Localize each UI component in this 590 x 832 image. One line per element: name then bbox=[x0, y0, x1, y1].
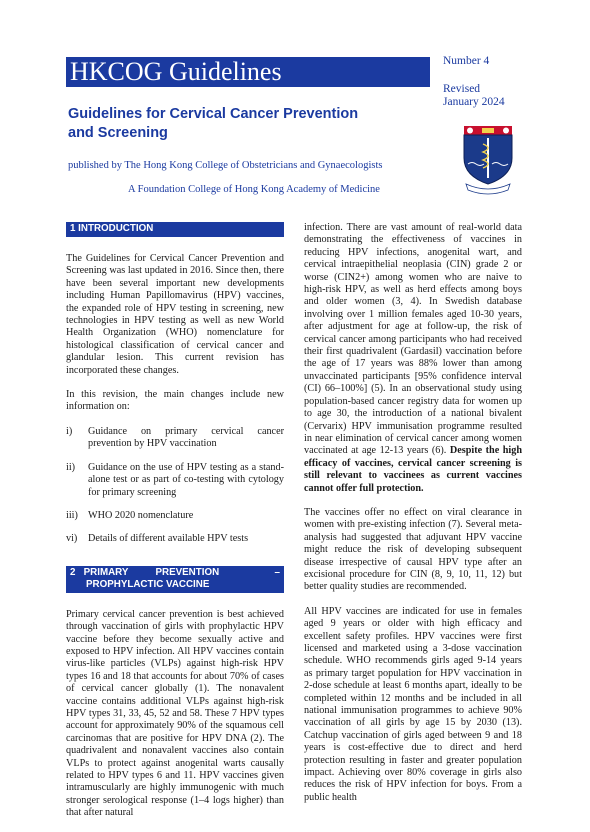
hkcog-crest-icon bbox=[458, 124, 518, 196]
list-item-number: iii) bbox=[66, 509, 78, 521]
list-item-text: WHO 2020 nomenclature bbox=[88, 509, 194, 521]
guideline-number: Number 4 bbox=[443, 55, 490, 67]
list-item-text: Guidance on the use of HPV testing as a stand-alone test or as part of co-testing with cytology for primary screening bbox=[88, 461, 284, 498]
viral-clearance-paragraph: The vaccines offer no effect on viral clearance in women with pre-existing infection (7). Several meta-analysis had suggested that adjuvant HPV vaccine might reduce the risk of developing subsequent disease irrespective of causal HPV type after an excisional procedure for CIN (8, 9, 10, 11, 12) but better quality studies are recommended. bbox=[304, 506, 522, 593]
foundation-line: A Foundation College of Hong Kong Academy of Medicine bbox=[128, 184, 380, 195]
list-item-number: i) bbox=[66, 425, 73, 437]
left-column bbox=[66, 222, 284, 832]
list-item bbox=[66, 510, 284, 522]
section-2-heading-line-1 bbox=[70, 567, 280, 579]
list-item-text: Guidance on primary cervical cancer prevention by HPV vaccination bbox=[88, 425, 284, 450]
list-item-text: Details of different available HPV tests bbox=[88, 533, 249, 545]
section-2-heading bbox=[66, 566, 284, 593]
revision-date: January 2024 bbox=[443, 96, 505, 108]
right-column bbox=[304, 222, 522, 816]
prevention-paragraph: Primary cervical cancer prevention is best achieved through vaccination of girls with prophylactic HPV vaccine before they become sexually active and exposed to HPV infection. All HPV vaccines contain virus-like particles (VLPs) against high-risk HPV types 16 and 18 that accounts for about 70% of cases of cervical cancer globally (1). The nonavalent vaccine contains additional VLPs against high-risk HPV types 31, 33, 45, 52 and 58. These 7 HPV types account for approximately 90% of the squamous cell carcinomas that are positive for HPV DNA (2). The quadrivalent and nonavalent vaccines also contain VLPs to protect against anogenital warts causally related to HPV types 6 and 11. HPV vaccines given intramuscularly are highly immunogenic with much stronger serological response (1–4 logs higher) than that after natural bbox=[66, 608, 284, 819]
effectiveness-bold-text: Despite the high efficacy of vaccines, cervical cancer screening is still relevant to vaccinees as current vaccines cannot offer full protection. bbox=[304, 445, 523, 494]
list-item bbox=[66, 426, 284, 451]
indication-paragraph: All HPV vaccines are indicated for use in females aged 9 years or older with high efficacy and excellent safety profiles. HPV vaccines were first licensed and marketed using a 3-dose vaccination schedule. WHO recommends girls aged 9-14 years as primary target population for HPV vaccination in 2-dose schedule at least 6 months apart, ideally to be completed within 12 months and be included in all national immunisation programmes to achieve 90% vaccination of all girls by age 15 by 2030 (13). Catchup vaccination of girls aged between 9 and 18 years is cost-effective due to direct and herd protection resulting in faster and greater population impact. Achieving over 80% coverage in girls also reduces the risk of HPV infection for boys. From a public health bbox=[304, 605, 522, 803]
revised-label: Revised bbox=[443, 83, 481, 95]
list-item bbox=[66, 462, 284, 499]
document-title: HKCOG Guidelines bbox=[66, 57, 430, 87]
subtitle-line-2: and Screening bbox=[68, 125, 168, 141]
effectiveness-paragraph bbox=[304, 222, 522, 495]
intro-paragraph-1: The Guidelines for Cervical Cancer Prevention and Screening was last updated in 2016. Since then, there have been several important new developments including Human Papillomavirus (HPV) vaccines, the expanded role of HPV testing in screening, new technologies in HPV testing as well as new World Health Organization (WHO) nomenclature for histological classification of cervical cancer and glandular lesion. This current revision has incorporated these changes. bbox=[66, 253, 284, 376]
effectiveness-text: infection. There are vast amount of real-world data demonstrating the effectiveness of vaccines in reducing HPV infections, anogenital wart, and cervical intraepithelial neoplasia (CIN) grade 2 or worse (CIN2+) among women who are naive to high-risk HPV, as well as herd effects among boys and older women (3, 4). In Swedish database involving over 1 million females aged 10-30 years, after adjustment for age at follow-up, the risk of cervical cancer among participants who had received their first quadrivalent (Gardasil) vaccination before the age of 17 years was 88% lower than among unvaccinated participants [95% confidence interval (CI) 66–100%] (5). In an observational study using population-based cancer registry data for women up to age 30, the introduction of a national bivalent (Cervarix) HPV immunisation programme resulted in near elimination of cervical cancer among women vaccinated at age 12-13 years (6). bbox=[304, 222, 522, 457]
subtitle-line-1: Guidelines for Cervical Cancer Prevention bbox=[68, 106, 359, 122]
section-2-heading-line-2: PROPHYLACTIC VACCINE bbox=[86, 578, 210, 590]
section-2-heading-dash: – bbox=[274, 566, 280, 578]
intro-paragraph-2: In this revision, the main changes include new information on: bbox=[66, 389, 284, 413]
guideline-subtitle bbox=[68, 105, 408, 143]
list-item-number: vi) bbox=[66, 533, 78, 545]
publisher-line: published by The Hong Kong College of Obstetricians and Gynaecologists bbox=[68, 160, 383, 171]
list-item bbox=[66, 533, 284, 545]
list-item-number: ii) bbox=[66, 461, 76, 473]
section-2-heading-text: 2 PRIMARY PREVENTION bbox=[70, 566, 220, 578]
section-1-heading: 1 INTRODUCTION bbox=[66, 222, 284, 237]
